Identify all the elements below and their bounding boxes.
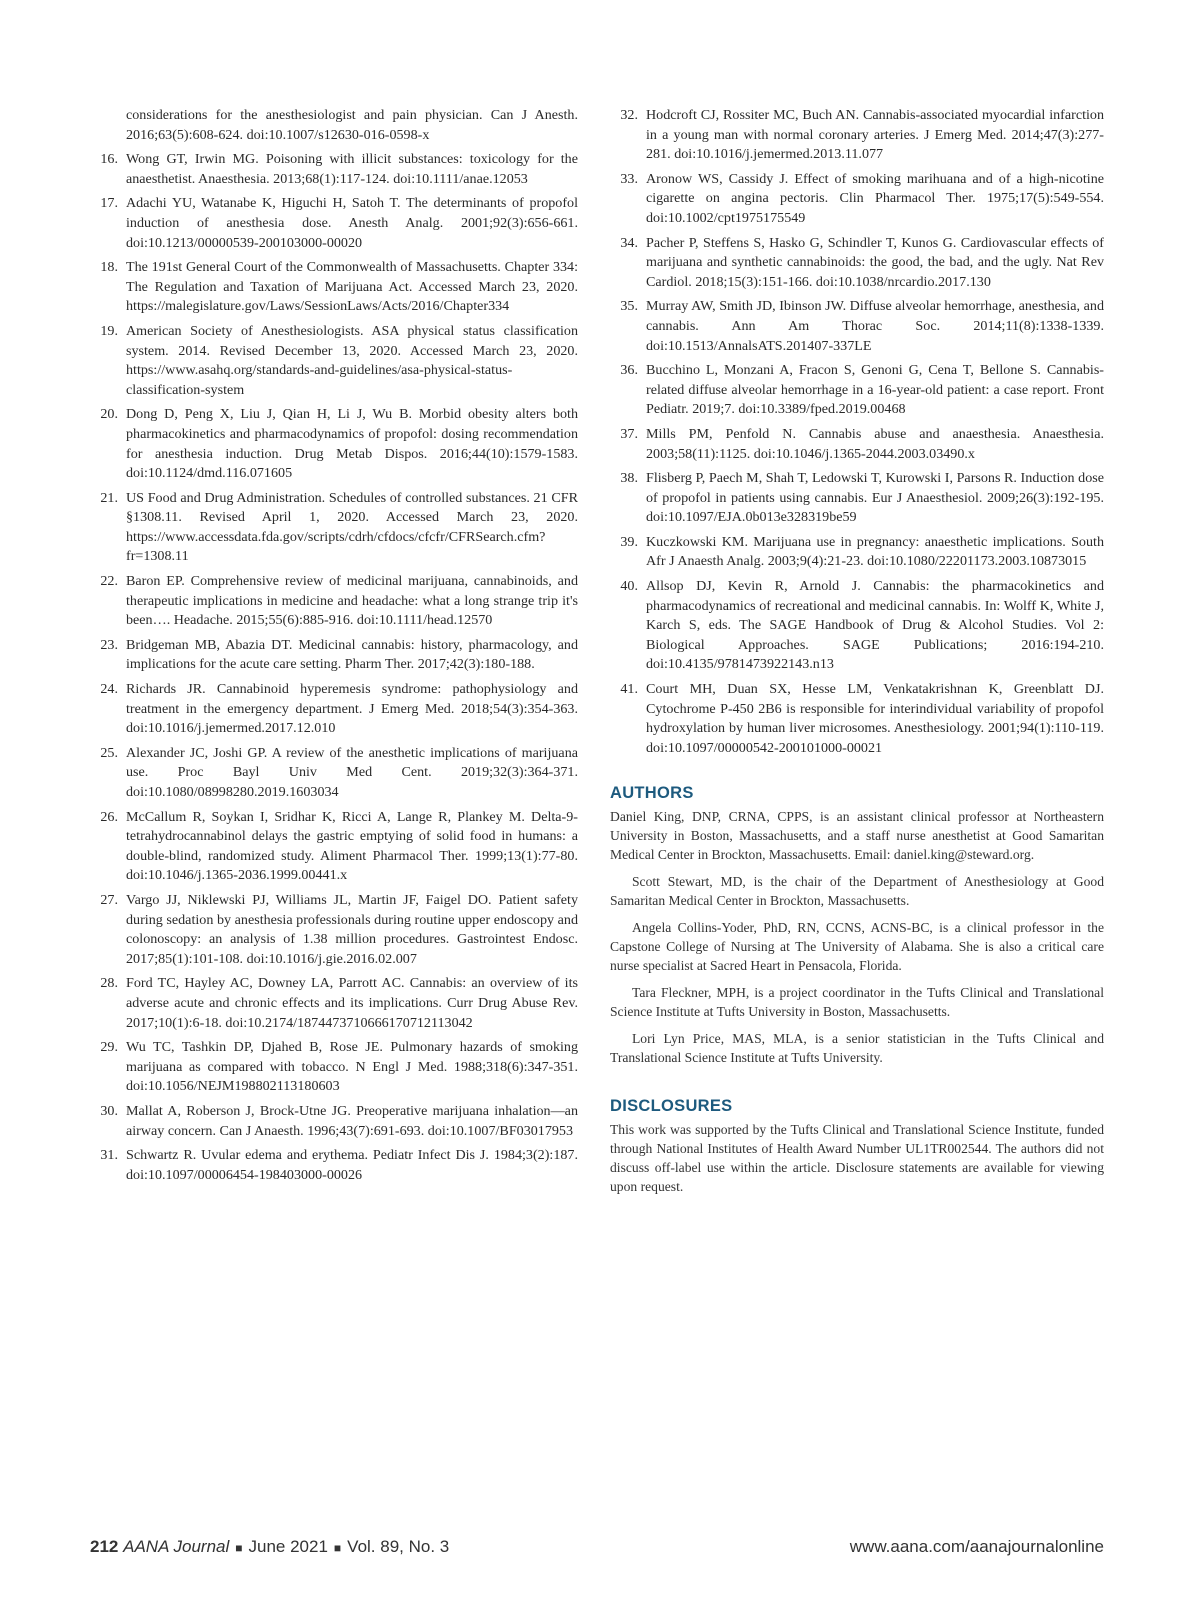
reference-item xyxy=(90,322,578,400)
reference-number: 19. xyxy=(100,322,118,339)
reference-number: 38. xyxy=(620,470,638,487)
disclosures-text: This work was supported by the Tufts Clinical and Translational Science Institute, funded through National Institutes of Health Award Number UL1TR002544. The authors did not discuss off-label use within the article. Disclosure statements are available for viewing upon request. xyxy=(610,1122,1104,1195)
reference-item xyxy=(610,577,1104,675)
reference-text: Adachi YU, Watanabe K, Higuchi H, Satoh T. The determinants of propofol induction of anesthesia dose. Anesth Analg. 2001;92(3):656-661. doi:10.1213/00000539-200103000-00020 xyxy=(126,195,578,251)
reference-number: 26. xyxy=(100,808,118,825)
reference-number: 27. xyxy=(100,891,118,908)
reference-text: Mallat A, Roberson J, Brock-Utne JG. Preoperative marijuana inhalation—an airway concern. Can J Anaesth. 1996;43(7):691-693. doi:10.1007/BF03017953 xyxy=(126,1102,578,1139)
reference-text: Mills PM, Penfold N. Cannabis abuse and anaesthesia. Anaesthesia. 2003;58(11):1125. doi:10.1046/j.1365-2044.2003.03490.x xyxy=(646,425,1104,462)
reference-item xyxy=(90,405,578,483)
authors-heading: AUTHORS xyxy=(610,784,694,803)
reference-text: Court MH, Duan SX, Hesse LM, Venkatakrishnan K, Greenblatt DJ. Cytochrome P-450 2B6 is responsible for interindividual variability of propofol hydroxylation by human liver microsomes. Anesthesiology. 2001;94(1):110-119. doi:10.1097/00000542-200101000-00021 xyxy=(646,681,1104,756)
reference-text: Wu TC, Tashkin DP, Djahed B, Rose JE. Pulmonary hazards of smoking marijuana as compared with tobacco. N Engl J Med. 1988;318(6):347-351. doi:10.1056/NEJM198802113180603 xyxy=(126,1039,578,1095)
reference-item xyxy=(610,361,1104,420)
reference-text: Dong D, Peng X, Liu J, Qian H, Li J, Wu B. Morbid obesity alters both pharmacokinetics and pharmacodynamics of propofol: dosing recommendation for anesthesia induction. Drug Metab Dispos. 2016;44(10):1579-1583. doi:10.1124/dmd.116.071605 xyxy=(126,406,578,482)
reference-text: The 191st General Court of the Commonwealth of Massachusetts. Chapter 334: The Regulation and Taxation of Marijuana Act. Accessed March 23, 2020. https://malegislature.gov/Laws/SessionLaws/Acts/2016/Chapter334 xyxy=(126,259,578,315)
reference-text: Aronow WS, Cassidy J. Effect of smoking marihuana and of a high-nicotine cigarette on angina pectoris. Clin Pharmacol Ther. 1975;17(5):549-554. doi:10.1002/cpt1975175549 xyxy=(646,170,1104,226)
footer-citation xyxy=(90,1537,449,1557)
reference-number: 35. xyxy=(620,298,638,315)
reference-item xyxy=(90,258,578,317)
reference-number: 22. xyxy=(100,573,118,590)
reference-number: 17. xyxy=(100,195,118,212)
volume-info: Vol. 89, No. 3 xyxy=(347,1537,450,1556)
reference-item xyxy=(90,194,578,253)
reference-text: Ford TC, Hayley AC, Downey LA, Parrott AC. Cannabis: an overview of its adverse acute and chronic effects and its implications. Curr Drug Abuse Rev. 2017;10(1):6-18. doi:10.2174/1874473710666170712113042 xyxy=(126,975,578,1031)
reference-item xyxy=(610,170,1104,229)
reference-item xyxy=(90,974,578,1033)
reference-item xyxy=(90,808,578,886)
reference-list-left xyxy=(90,106,578,1185)
reference-number: 31. xyxy=(100,1147,118,1164)
left-column xyxy=(90,106,578,1190)
reference-number: 25. xyxy=(100,744,118,761)
reference-text: Wong GT, Irwin MG. Poisoning with illicit substances: toxicology for the anaesthetist. Anaesthesia. 2013;68(1):117-124. doi:10.1111/anae.12053 xyxy=(126,151,578,187)
reference-text: Schwartz R. Uvular edema and erythema. Pediatr Infect Dis J. 1984;3(2):187. doi:10.1097/00006454-198403000-00026 xyxy=(126,1147,578,1183)
right-column xyxy=(610,106,1104,1204)
reference-text: Richards JR. Cannabinoid hyperemesis syndrome: pathophysiology and treatment in the emergency department. J Emerg Med. 2018;54(3):354-363. doi:10.1016/j.jemermed.2017.12.010 xyxy=(126,681,578,737)
reference-item xyxy=(610,680,1104,758)
page-number: 212 xyxy=(90,1537,119,1556)
reference-number: 16. xyxy=(100,151,118,168)
disclosures-heading: DISCLOSURES xyxy=(610,1097,733,1116)
reference-text: Murray AW, Smith JD, Ibinson JW. Diffuse alveolar hemorrhage, anesthesia, and cannabis. Ann Am Thorac Soc. 2014;11(8):1338-1339. doi:10.1513/AnnalsATS.201407-337LE xyxy=(646,298,1104,354)
reference-item xyxy=(90,636,578,675)
reference-item xyxy=(90,891,578,969)
reference-number: 30. xyxy=(100,1102,118,1119)
author-bio: Scott Stewart, MD, is the chair of the Department of Anesthesiology at Good Samaritan Medical Center in Brockton, Massachusetts. xyxy=(610,874,1104,909)
reference-text: Bucchino L, Monzani A, Fracon S, Genoni G, Cena T, Bellone S. Cannabis-related diffuse alveolar hemorrhage in a 16-year-old patient: a case report. Front Pediatr. 2019;7. doi:10.3389/fped.2019.00468 xyxy=(646,362,1104,418)
separator-icon: ■ xyxy=(235,1541,243,1555)
reference-number: 28. xyxy=(100,975,118,992)
reference-text: Flisberg P, Paech M, Shah T, Ledowski T, Kurowski I, Parsons R. Induction dose of propofol in patients using cannabis. Eur J Anaesthesiol. 2009;26(3):192-195. doi:10.1097/EJA.0b013e328319be59 xyxy=(646,470,1104,526)
reference-number: 37. xyxy=(620,425,638,442)
reference-list-right xyxy=(610,106,1104,758)
author-bio: Daniel King, DNP, CRNA, CPPS, is an assistant clinical professor at Northeastern University in Boston, Massachusetts, and a staff nurse anesthetist at Good Samaritan Medical Center in Brockton, Massachusetts. Email: daniel.king@steward.org. xyxy=(610,809,1104,863)
reference-number: 33. xyxy=(620,170,638,187)
reference-item xyxy=(90,106,578,145)
reference-number: 32. xyxy=(620,107,638,123)
reference-number: 18. xyxy=(100,259,118,276)
reference-number: 41. xyxy=(620,681,638,698)
author-bio: Tara Fleckner, MPH, is a project coordinator in the Tufts Clinical and Translational Science Institute at Tufts University in Boston, Massachusetts. xyxy=(610,985,1104,1020)
reference-text: Pacher P, Steffens S, Hasko G, Schindler T, Kunos G. Cardiovascular effects of marijuana and synthetic cannabinoids: the good, the bad, and the ugly. Nat Rev Cardiol. 2018;15(3):151-166. doi:10.1038/nrcardio.2017.130 xyxy=(646,234,1104,290)
reference-item xyxy=(90,489,578,567)
author-bio: Lori Lyn Price, MAS, MLA, is a senior statistician in the Tufts Clinical and Translational Science Institute at Tufts University. xyxy=(610,1031,1104,1066)
issue-date: June 2021 xyxy=(248,1537,328,1556)
reference-text: Allsop DJ, Kevin R, Arnold J. Cannabis: the pharmacokinetics and pharmacodynamics of recreational and medicinal cannabis. In: Wolff K, White J, Karch S, eds. The SAGE Handbook of Drug & Alcohol Studies. Vol 2: Biological Approaches. SAGE Publications; 2016:194-210. doi:10.4135/9781473922143.n13 xyxy=(646,578,1104,673)
reference-item xyxy=(90,1038,578,1097)
reference-text: Kuczkowski KM. Marijuana use in pregnancy: anaesthetic implications. South Afr J Anaesth Analg. 2003;9(4):21-23. doi:10.1080/22201173.2003.10873015 xyxy=(646,533,1104,570)
reference-text: American Society of Anesthesiologists. ASA physical status classification system. 2014. Revised December 13, 2020. Accessed March 23, 2020. https://www.asahq.org/standards-and-guidelines/asa-physical-status-classification-system xyxy=(126,322,578,398)
journal-name: AANA Journal xyxy=(123,1537,230,1556)
reference-item xyxy=(90,744,578,803)
reference-item xyxy=(90,680,578,739)
reference-item xyxy=(90,1146,578,1185)
reference-number: 21. xyxy=(100,489,118,506)
reference-item xyxy=(610,297,1104,356)
separator-icon: ■ xyxy=(333,1541,342,1555)
reference-number: 40. xyxy=(620,578,638,595)
reference-text: considerations for the anesthesiologist and pain physician. Can J Anesth. 2016;63(5):608-624. doi:10.1007/s12630-016-0598-x xyxy=(126,107,578,143)
reference-number: 36. xyxy=(620,362,638,379)
reference-text: McCallum R, Soykan I, Sridhar K, Ricci A, Lange R, Plankey M. Delta-9-tetrahydrocannabinol delays the gastric emptying of solid food in humans: a double-blind, randomized study. Aliment Pharmacol Ther. 1999;13(1):77-80. doi:10.1046/j.1365-2036.1999.00441.x xyxy=(126,808,578,884)
journal-url: www.aana.com/aanajournalonline xyxy=(849,1537,1104,1556)
reference-text: Baron EP. Comprehensive review of medicinal marijuana, cannabinoids, and therapeutic implications in medicine and headache: what a long strange trip it's been…. Headache. 2015;55(6):885-916. doi:10.1111/head.12570 xyxy=(126,573,578,629)
reference-number: 24. xyxy=(100,681,118,698)
page-footer xyxy=(90,1537,1104,1561)
reference-item xyxy=(610,234,1104,293)
reference-text: Vargo JJ, Niklewski PJ, Williams JL, Martin JF, Faigel DO. Patient safety during sedation by anesthesia professionals during routine upper endoscopy and colonoscopy: an analysis of 1.38 million procedures. Gastrointest Endosc. 2017;85(1):101-108. doi:10.1016/j.gie.2016.02.007 xyxy=(126,891,578,967)
reference-number: 34. xyxy=(620,234,638,251)
reference-item xyxy=(610,106,1104,165)
reference-item xyxy=(610,469,1104,528)
reference-number: 29. xyxy=(100,1039,118,1056)
reference-item xyxy=(610,425,1104,464)
reference-number: 39. xyxy=(620,533,638,550)
author-bio: Angela Collins-Yoder, PhD, RN, CCNS, ACNS-BC, is a clinical professor in the Capstone College of Nursing at The University of Alabama. She is also a critical care nurse specialist at Sacred Heart in Pensacola, Florida. xyxy=(610,920,1104,974)
reference-text: Alexander JC, Joshi GP. A review of the anesthetic implications of marijuana use. Proc Bayl Univ Med Cent. 2019;32(3):364-371. doi:10.1080/08998280.2019.1603034 xyxy=(126,744,578,800)
reference-item xyxy=(90,1102,578,1141)
reference-text: Hodcroft CJ, Rossiter MC, Buch AN. Cannabis-associated myocardial infarction in a young man with normal coronary arteries. J Emerg Med. 2014;47(3):277-281. doi:10.1016/j.jemermed.2013.11.077 xyxy=(646,107,1104,163)
reference-number: 20. xyxy=(100,406,118,423)
reference-item xyxy=(90,150,578,189)
reference-item xyxy=(610,533,1104,572)
reference-text: US Food and Drug Administration. Schedules of controlled substances. 21 CFR §1308.11. Revised April 1, 2020. Accessed March 23, 2020. https://www.accessdata.fda.gov/scripts/cdrh/cfdocs/cfcfr/CFRSearch.cfm?fr=1308.11 xyxy=(126,489,578,565)
reference-item xyxy=(90,572,578,631)
reference-text: Bridgeman MB, Abazia DT. Medicinal cannabis: history, pharmacology, and implications for the acute care setting. Pharm Ther. 2017;42(3):180-188. xyxy=(126,636,578,673)
reference-number: 23. xyxy=(100,636,118,653)
